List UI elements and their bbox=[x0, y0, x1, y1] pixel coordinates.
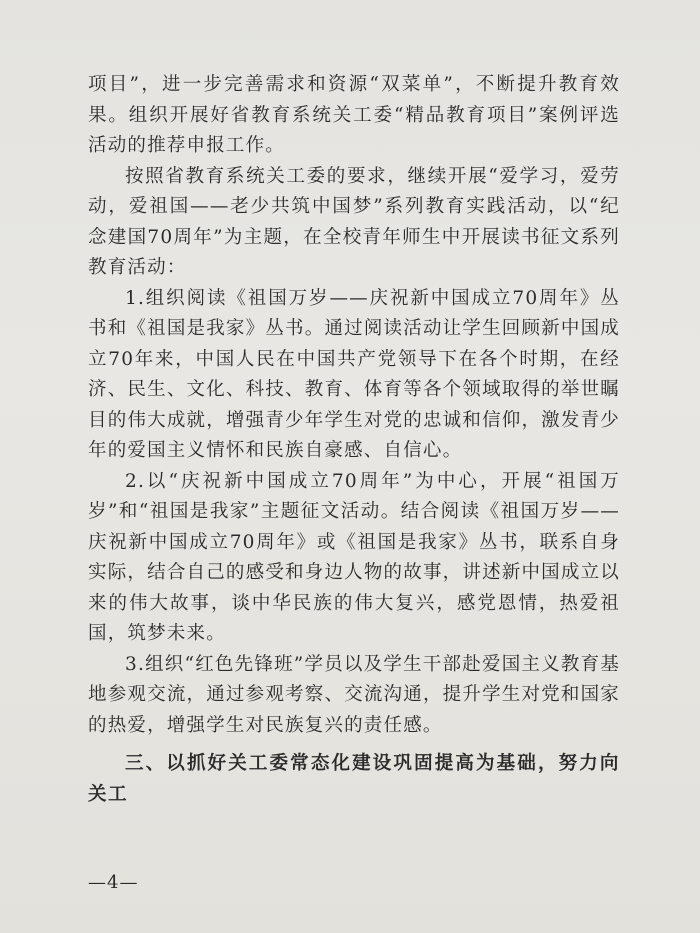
paragraph-item-2: 2.以“庆祝新中国成立70周年”为中心，开展“祖国万岁”和“祖国是我家”主题征文活动。结合阅读《祖国万岁——庆祝新中国成立70周年》或《祖国是我家》丛书，联系自身实际，结合自己的感受和身边人物的故事，讲述新中国成立以来的伟大故事，谈中华民族的伟大复兴，感党恩情，热爱祖国，筑梦未来。 bbox=[88, 470, 620, 644]
paragraph-item-3: 3.组织“红色先锋班”学员以及学生干部赴爱国主义教育基地参观交流，通过参观考察、交流沟通，提升学生对党和国家的热爱，增强学生对民族复兴的责任感。 bbox=[88, 653, 620, 736]
section-heading-3: 三、以抓好关工委常态化建设巩固提高为基础，努力向关工 bbox=[88, 753, 620, 805]
document-body bbox=[88, 70, 620, 810]
paragraph-item-1: 1.组织阅读《祖国万岁——庆祝新中国成立70周年》丛书和《祖国是我家》丛书。通过阅读活动让学生回顾新中国成立70年来，中国人民在中国共产党领导下在各个时期，在经济、民生、文化、科技、教育、体育等各个领域取得的举世瞩目的伟大成就，增强青少年学生对党的忠诚和信仰，激发青少年的爱国主义情怀和民族自豪感、自信心。 bbox=[88, 287, 620, 461]
page-number: —4— bbox=[88, 872, 139, 893]
paragraph-continuation: 项目”，进一步完善需求和资源“双菜单”，不断提升教育效果。组织开展好省教育系统关工委“精品教育项目”案例评选活动的推荐申报工作。 bbox=[88, 74, 620, 156]
paragraph-activity-intro: 按照省教育系统关工委的要求，继续开展“爱学习，爱劳动，爱祖国——老少共筑中国梦”系列教育实践活动，以“纪念建国70周年”为主题，在全校青年师生中开展读书征文系列教育活动： bbox=[88, 165, 620, 278]
